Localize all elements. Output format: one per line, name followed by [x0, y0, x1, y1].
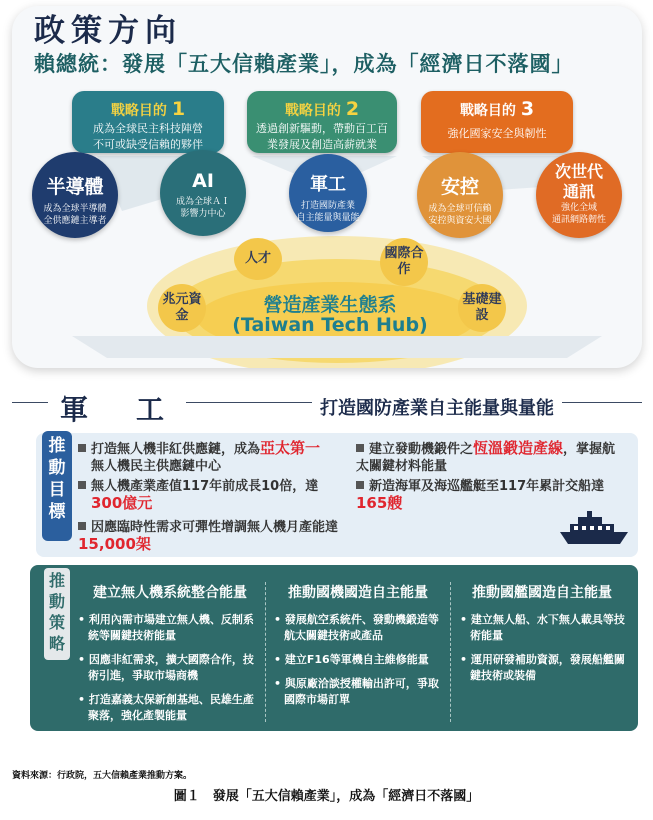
- strategy-item: • 建立F16等軍機自主維修能量: [272, 652, 444, 668]
- strategy-badge: [44, 568, 70, 660]
- bullet-icon: [356, 481, 364, 489]
- goals-badge: [42, 431, 72, 541]
- badge-char: 推: [48, 436, 66, 456]
- strategy-column-header: 推動國艦國造自主能量: [472, 585, 612, 601]
- goal-text: 新造海軍及海巡艦艇至117年累計交船達: [369, 479, 605, 494]
- goal-text: 建立發動機鍛件之: [369, 442, 474, 457]
- badge-char: 策: [48, 613, 65, 632]
- goal-description-line2: 業發展及創造高薪就業: [267, 138, 377, 151]
- industry-desc-line1: 成為全球ＡＩ: [175, 197, 230, 207]
- goal-highlight: 15,000架: [78, 535, 151, 553]
- goal-description-line1: 成為全球民主科技陣營: [93, 122, 203, 135]
- industry-next-gen-communication: [536, 152, 622, 238]
- industry-ai: [160, 150, 246, 236]
- policy-subtitle: 賴總統：發展「五大信賴產業」，成為「經濟日不落國」: [34, 52, 574, 76]
- strategy-column-aircraft: [272, 612, 444, 708]
- goal-item-monthly-capacity: [78, 519, 358, 554]
- bullet-icon: [78, 481, 86, 489]
- figure-caption: 圖１ 發展「五大信賴產業」，成為「經濟日不落國」: [173, 789, 480, 804]
- badge-char: 動: [48, 592, 65, 611]
- badge-char: 動: [48, 458, 66, 478]
- industry-desc-line1: 成為全球可信賴: [428, 204, 492, 214]
- pillar-infrastructure: 基礎建設: [458, 284, 506, 332]
- strategic-goal-3: [421, 91, 573, 153]
- industry-name: 次世代: [554, 162, 603, 181]
- industry-desc-line2: 自主能量與量能: [296, 213, 360, 223]
- goal-label: 戰略目的: [459, 103, 516, 119]
- column-divider: [450, 582, 451, 722]
- goal-number: 3: [520, 98, 535, 120]
- goal-text-cont: 無人機民主供應鏈中心: [91, 459, 222, 474]
- goal-highlight: 恆溫鍛造產線: [473, 439, 564, 457]
- bullet-icon: [78, 522, 86, 530]
- industry-desc-line2: 通訊網路韌性: [551, 215, 606, 225]
- industry-desc-line2: 影響力中心: [180, 209, 226, 219]
- bullet-icon: [356, 444, 364, 452]
- industry-name: 半導體: [46, 176, 104, 198]
- goal-highlight: 165艘: [356, 494, 403, 512]
- strategy-column-header: 推動國機國造自主能量: [288, 585, 428, 601]
- pillar-talent: 人才: [234, 238, 282, 280]
- strategic-goal-1: [72, 91, 224, 153]
- industry-semiconductor: [32, 152, 118, 238]
- strategy-item: • 因應非紅需求，擴大國際合作，技術引進，爭取市場商機: [76, 652, 262, 684]
- goal-item-supply-chain: [78, 440, 348, 475]
- goal-description-line2: 不可或缺受信賴的夥伴: [93, 138, 203, 151]
- industry-desc-line2: 安控與資安大國: [428, 216, 492, 226]
- goal-item-forging-line: [356, 440, 626, 475]
- strategy-item: • 打造嘉義太保新創基地、民雄生產聚落，強化產製能量: [76, 692, 262, 724]
- strategy-column-header: 建立無人機系統整合能量: [93, 585, 247, 601]
- policy-title: 政策方向: [34, 13, 182, 49]
- goal-description-line1: 透過創新驅動，帶動百工百: [256, 122, 388, 135]
- industry-name-line2: 通訊: [562, 182, 595, 201]
- military-headline: 打造國防產業自主能量與量能: [312, 394, 562, 420]
- industry-name: 軍工: [310, 174, 346, 195]
- goal-item-naval-vessels: [356, 478, 606, 513]
- source-note: 資料來源：行政院，五大信賴產業推動方案。: [12, 771, 193, 781]
- goal-number: 2: [345, 98, 360, 120]
- badge-char: 略: [48, 634, 65, 653]
- industry-security-control: [417, 152, 503, 238]
- ship-icon: [556, 510, 632, 548]
- industry-desc-line1: 打造國防產業: [300, 201, 355, 211]
- strategy-item: • 發展航空系統件、發動機鍛造等航太關鍵技術或產品: [272, 612, 444, 644]
- goal-text: 打造無人機非紅供應鏈，成為: [91, 442, 261, 457]
- strategy-column-ships: [458, 612, 630, 684]
- goal-text: 無人機產業產值117年前成長10倍，達: [91, 479, 319, 494]
- pillar-international-cooperation: 國際合作: [380, 238, 428, 286]
- industry-desc-line1: 強化全域: [560, 203, 597, 213]
- goal-item-output-value: [78, 478, 348, 513]
- strategy-item: • 利用內需市場建立無人機、反制系統等關鍵技術能量: [76, 612, 262, 644]
- pillar-capital: 兆元資金: [158, 284, 206, 332]
- goal-description-line1: 強化國家安全與韌性: [447, 127, 547, 140]
- industry-desc-line1: 成為全球半導體: [43, 204, 107, 214]
- goal-text: 因應臨時性需求可彈性增調無人機月產能達: [91, 520, 339, 535]
- strategy-column-drones: [76, 612, 262, 724]
- badge-char: 推: [48, 571, 65, 590]
- goal-number: 1: [171, 98, 186, 120]
- hub-subtitle: (Taiwan Tech Hub): [232, 314, 428, 336]
- goal-highlight: 亞太第一: [260, 439, 321, 457]
- military-title: 軍 工: [48, 388, 186, 428]
- strategy-item: • 與原廠洽談授權輸出許可，爭取國際市場訂單: [272, 676, 444, 708]
- goal-label: 戰略目的: [110, 103, 167, 119]
- badge-char: 標: [48, 502, 66, 522]
- badge-char: 目: [48, 480, 66, 500]
- column-divider: [265, 582, 266, 722]
- industry-name: 安控: [440, 176, 479, 198]
- industry-name: AI: [192, 170, 214, 192]
- hub-title: 營造產業生態系: [263, 294, 397, 316]
- goal-text-cont: ，掌握航太關鍵材料能量: [356, 442, 616, 474]
- bullet-icon: [78, 444, 86, 452]
- strategy-item: • 建立無人船、水下無人載具等技術能量: [458, 612, 630, 644]
- goal-label: 戰略目的: [284, 103, 341, 119]
- industry-desc-line2: 全供應鏈主導者: [43, 216, 107, 226]
- goal-highlight: 300億元: [91, 494, 153, 512]
- strategy-item: • 運用研發補助資源，發展船艦關鍵技術或裝備: [458, 652, 630, 684]
- strategic-goal-2: [247, 91, 397, 153]
- industry-military: [289, 154, 367, 232]
